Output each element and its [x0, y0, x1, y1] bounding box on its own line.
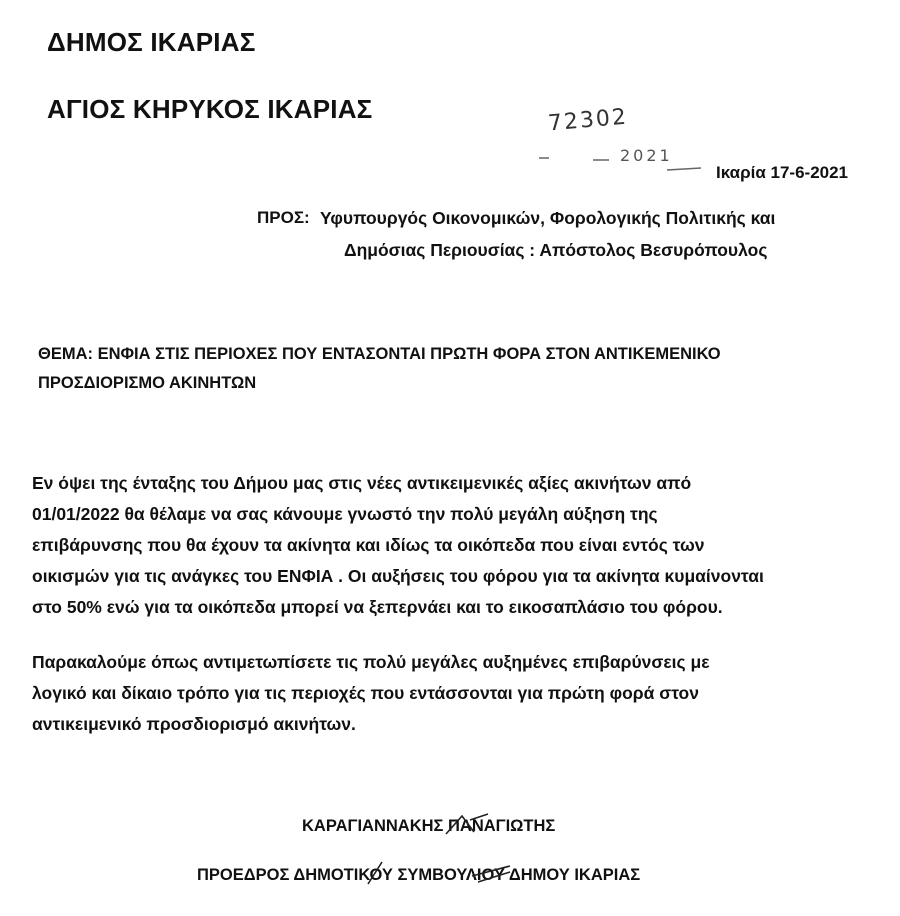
paragraph-1-line: 01/01/2022 θα θέλαμε να σας κάνουμε γνωστό την πολύ μεγάλη αύξηση της — [32, 504, 658, 524]
paragraph-2-line: Παρακαλούμε όπως αντιμετωπίσετε τις πολύ μεγάλες αυξημένες επιβαρύνσεις με — [32, 652, 710, 672]
place-date: Ικαρία 17-6-2021 — [716, 163, 849, 182]
paragraph-1-line: στο 50% ενώ για τα οικόπεδα μπορεί να ξεπερνάει και το εικοσαπλάσιο του φόρου. — [32, 597, 723, 617]
address-heading: ΑΓΙΟΣ ΚΗΡΥΚΟΣ ΙΚΑΡΙΑΣ — [47, 94, 373, 124]
municipality-heading: ΔΗΜΟΣ ΙΚΑΡΙΑΣ — [47, 27, 256, 57]
recipient-line-2: Δημόσιας Περιουσίας : Απόστολος Βεσυρόπουλος — [344, 240, 768, 260]
subject-line-1: ΘΕΜΑ: ΕΝΦΙΑ ΣΤΙΣ ΠΕΡΙΟΧΕΣ ΠΟΥ ΕΝΤΑΣΟΝΤΑΙ ΠΡΩΤΗ ΦΟΡΑ ΣΤΟΝ ΑΝΤΙΚΕΜΕΝΙΚΟ — [38, 345, 721, 363]
protocol-number-stamp: 72302 — [547, 104, 629, 137]
body-paragraph-1 — [32, 468, 764, 623]
paragraph-2-line: αντικειμενικό προσδιορισμό ακινήτων. — [32, 714, 356, 734]
paragraph-1-line: επιβάρυνσης που θα έχουν τα ακίνητα και ιδίως τα οικόπεδα που είναι εντός των — [32, 535, 705, 555]
paragraph-1-line: Εν όψει της ένταξης του Δήμου μας στις νέες αντικειμενικές αξίες ακινήτων από — [32, 473, 692, 493]
stamp-date-mark: 2021 — [620, 146, 673, 165]
recipient-label: ΠΡΟΣ: — [257, 208, 310, 227]
paragraph-1-line: οικισμών για τις ανάγκες του ΕΝΦΙΑ . Οι αυξήσεις του φόρου για τα ακίνητα κυμαίνονται — [32, 566, 764, 586]
paragraph-2-line: λογικό και δίκαιο τρόπο για τις περιοχές που εντάσσονται για πρώτη φορά στον — [32, 683, 699, 703]
signature-scribble — [360, 858, 520, 890]
body-paragraph-2 — [32, 647, 710, 740]
recipient-line-1: Υφυπουργός Οικονομικών, Φορολογικής Πολιτικής και — [320, 208, 776, 228]
signature-mark — [440, 810, 500, 840]
signatory-title: ΠΡΟΕΔΡΟΣ ΔΗΜΟΤΙΚΟΥ ΣΥΜΒΟΥΛΙΟΥ ΔΗΜΟΥ ΙΚΑΡΙΑΣ — [197, 866, 641, 884]
signatory-name: ΚΑΡΑΓΙΑΝΝΑΚΗΣ ΠΑΝΑΓΙΩΤΗΣ — [302, 817, 556, 835]
subject-line-2: ΠΡΟΣΔΙΟΡΙΣΜΟ ΑΚΙΝΗΤΩΝ — [38, 374, 257, 392]
stamp-underline — [535, 152, 705, 176]
